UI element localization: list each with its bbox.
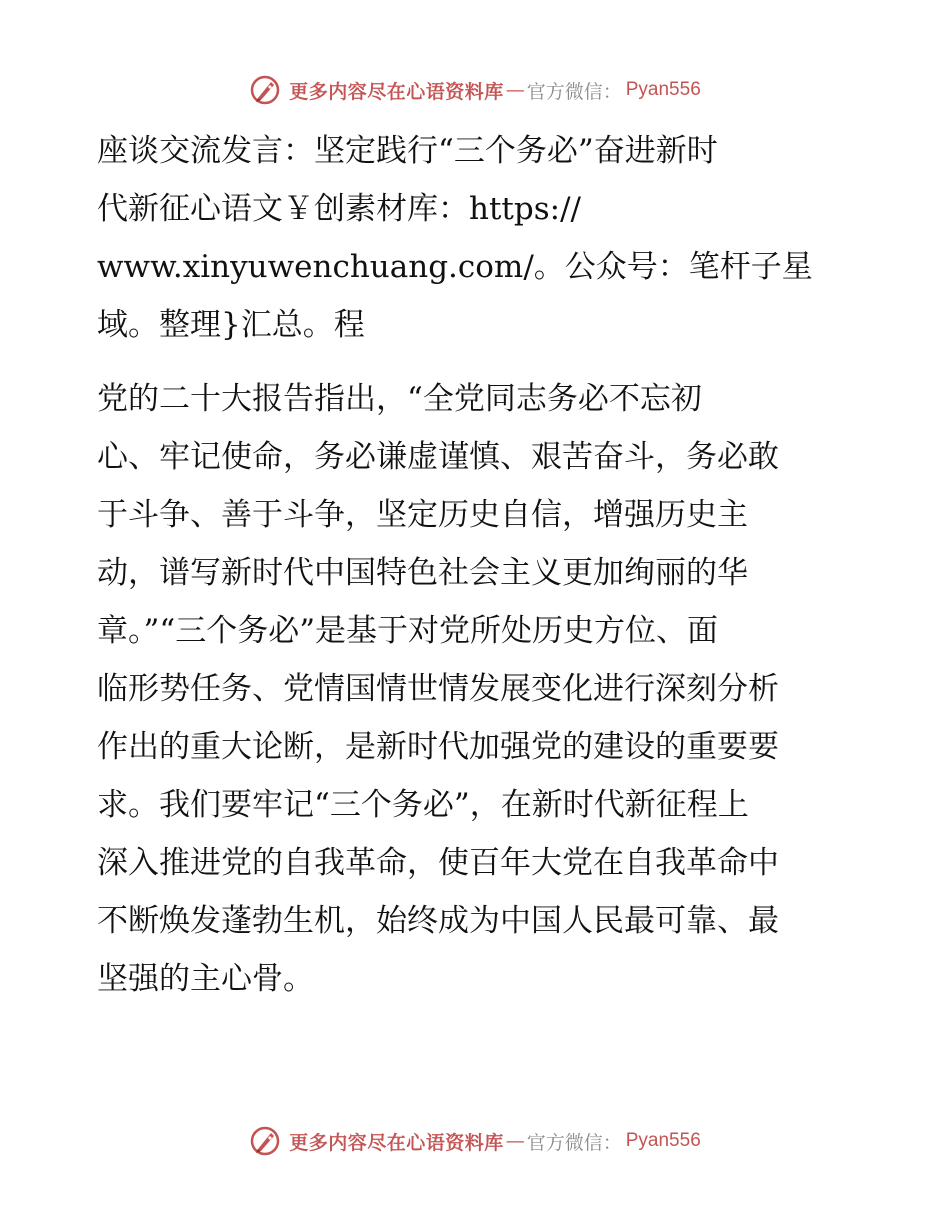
- title-paragraph: [97, 122, 857, 354]
- banner-slogan: 更多内容尽在心语资料库: [289, 1131, 504, 1154]
- text-line: 于斗争、善于斗争，坚定历史自信，增强历史主: [97, 497, 748, 533]
- text-line: 域。整理}汇总。程: [97, 307, 365, 343]
- text-line: www.xinyuwenchuang.com/。公众号：笔杆子星: [97, 249, 813, 285]
- text-line: 心、牢记使命，务必谦虚谨慎、艰苦奋斗，务必敢: [97, 439, 779, 475]
- body-paragraph: [97, 370, 857, 1008]
- text-line: 坚强的主心骨。: [97, 961, 314, 997]
- banner-wechat-label: 官方微信：: [526, 80, 622, 103]
- text-line: 党的二十大报告指出，“全党同志务必不忘初: [97, 381, 702, 417]
- banner-wechat-id: Pyan556: [625, 79, 701, 100]
- quill-pen-logo-icon: [249, 74, 281, 106]
- banner-dash: —: [505, 79, 525, 101]
- text-line: 深入推进党的自我革命，使百年大党在自我革命中: [97, 845, 779, 881]
- text-line: 代新征心语文￥创素材库：https://: [97, 191, 581, 227]
- text-line: 作出的重大论断，是新时代加强党的建设的重要要: [97, 729, 779, 765]
- banner-wechat-label: 官方微信：: [526, 1131, 622, 1154]
- banner-wechat-id: Pyan556: [625, 1130, 701, 1151]
- banner-dash: —: [505, 1130, 525, 1152]
- text-line: 求。我们要牢记“三个务必”，在新时代新征程上: [97, 787, 749, 823]
- quill-pen-logo-icon: [249, 1125, 281, 1157]
- banner-slogan: 更多内容尽在心语资料库: [289, 80, 504, 103]
- text-line: 座谈交流发言：坚定践行“三个务必”奋进新时: [97, 133, 718, 169]
- document-body: [97, 122, 857, 1008]
- text-line: 动，谱写新时代中国特色社会主义更加绚丽的华: [97, 555, 748, 591]
- text-line: 不断焕发蓬勃生机，始终成为中国人民最可靠、最: [97, 903, 779, 939]
- text-line: 临形势任务、党情国情世情发展变化进行深刻分析: [97, 671, 779, 707]
- footer-banner: [0, 1121, 950, 1161]
- text-line: 章。”“三个务必”是基于对党所处历史方位、面: [97, 613, 719, 649]
- header-banner: [0, 70, 950, 110]
